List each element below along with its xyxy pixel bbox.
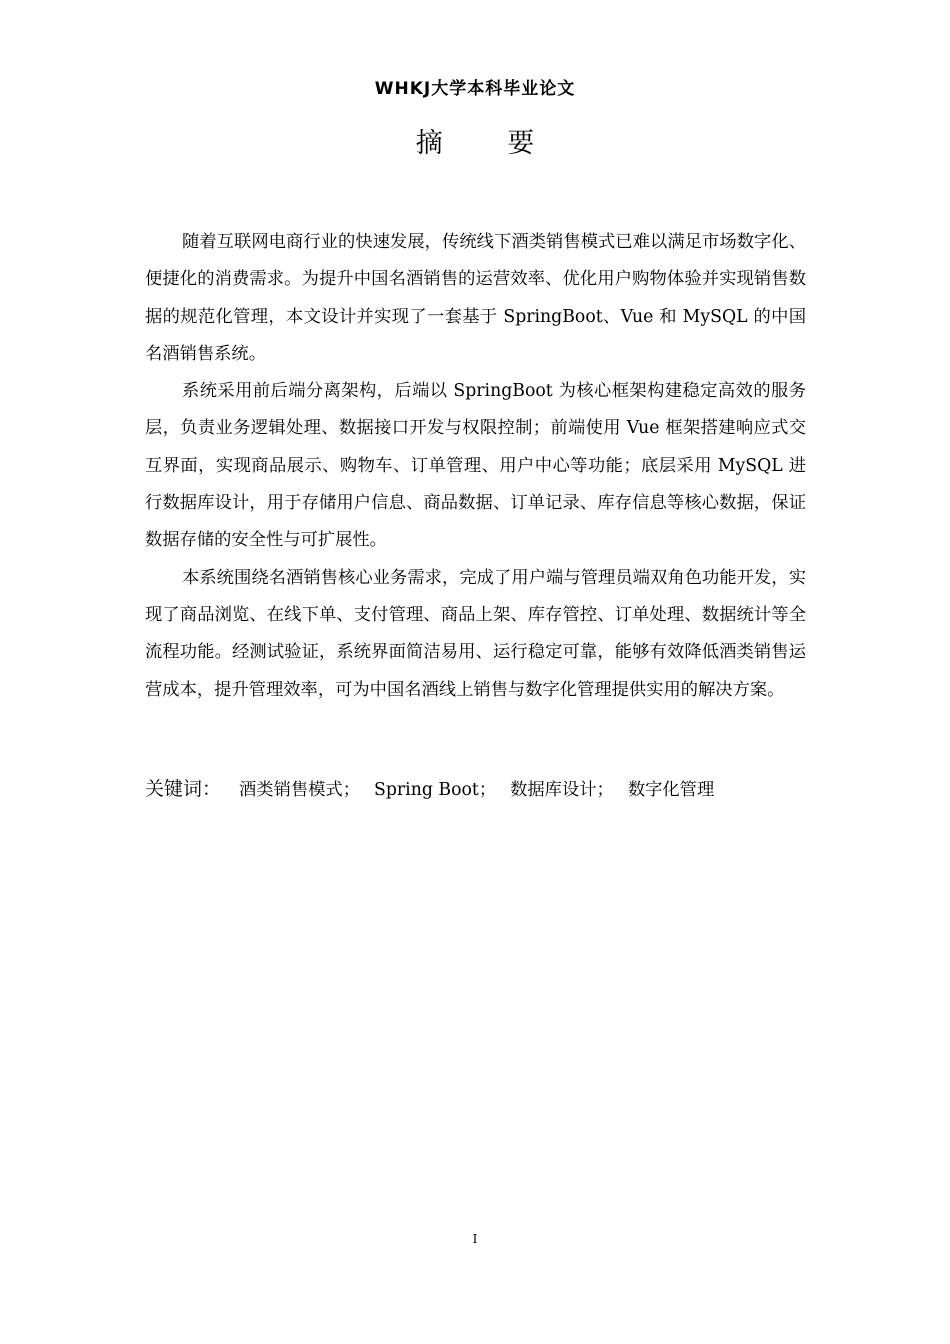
page-number: I [472,1232,478,1246]
abstract-paragraph-2: 系统采用前后端分离架构，后端以 SpringBoot 为核心框架构建稳定高效的服务层，负责业务逻辑处理、数据接口开发与权限控制；前端使用 Vue 框架搭建响应式交互界面，实现商品展示、购物车、订单管理、用户中心等功能；底层采用 MySQL 进行数据库设计，用于存储用户信息、商品数据、订单记录、库存信息等核心数据，保证数据存储的安全性与可扩展性。 [145,381,806,551]
keywords-label: 关键词： [145,778,222,800]
abstract-title: 摘 要 [415,128,563,159]
keyword-item: Spring Boot； [374,780,497,800]
abstract-paragraph-1: 随着互联网电商行业的快速发展，传统线下酒类销售模式已难以满足市场数字化、便捷化的消费需求。为提升中国名酒销售的运营效率、优化用户购物体验并实现销售数据的规范化管理，本文设计并实现了一套基于 SpringBoot、Vue 和 MySQL 的中国名酒销售系统。 [145,232,806,364]
keyword-item: 酒类销售模式； [239,780,360,800]
abstract-body [145,224,806,709]
keywords-line [145,774,806,805]
keyword-item: 数据库设计； [510,780,614,800]
abstract-paragraph-3: 本系统围绕名酒销售核心业务需求，完成了用户端与管理员端双角色功能开发，实现了商品浏览、在线下单、支付管理、商品上架、库存管控、订单处理、数据统计等全流程功能。经测试验证，系统界面简洁易用、运行稳定可靠，能够有效降低酒类销售运营成本，提升管理效率，可为中国名酒线上销售与数字化管理提供实用的解决方案。 [145,567,806,700]
running-header: WHKJ大学本科毕业论文 [374,79,576,99]
keyword-item: 数字化管理 [627,780,715,800]
